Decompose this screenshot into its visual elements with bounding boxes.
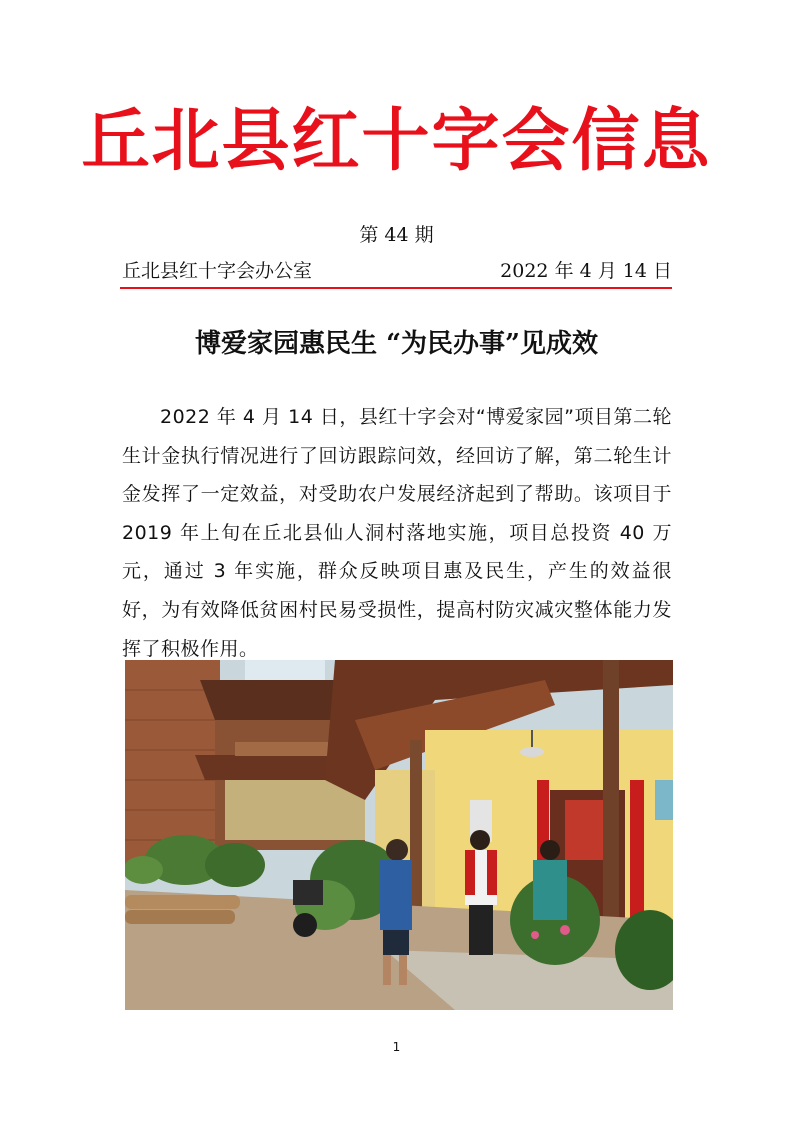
- publish-date: 2022 年 4 月 14 日: [500, 260, 672, 282]
- article-paragraph: 2022 年 4 月 14 日，县红十字会对“博爱家园”项目第二轮生计金执行情况进行了回访跟踪问效，经回访了解，第二轮生计金发挥了一定效益，对受助农户发展经济起到了帮助。该项目于 2019 年上旬在丘北县仙人洞村落地实施，项目总投资 40 万元，通过 3 年实施，群众反映项目惠及民生，产生的效益很好，为有效降低贫困村民易受损性，提高村防灾减灾整体能力发挥了积极作用。: [122, 406, 673, 660]
- office-name: 丘北县红十字会办公室: [122, 260, 313, 282]
- page-number: 1: [392, 1040, 401, 1054]
- issue-number: 第 44 期: [359, 224, 434, 246]
- article-photo: [125, 660, 673, 1010]
- article-headline: 博爱家园惠民生 “为民办事”见成效: [195, 329, 598, 359]
- masthead-title: 丘北县红十字会信息: [81, 101, 712, 181]
- red-divider: [120, 287, 672, 289]
- office-date-line: [122, 258, 672, 284]
